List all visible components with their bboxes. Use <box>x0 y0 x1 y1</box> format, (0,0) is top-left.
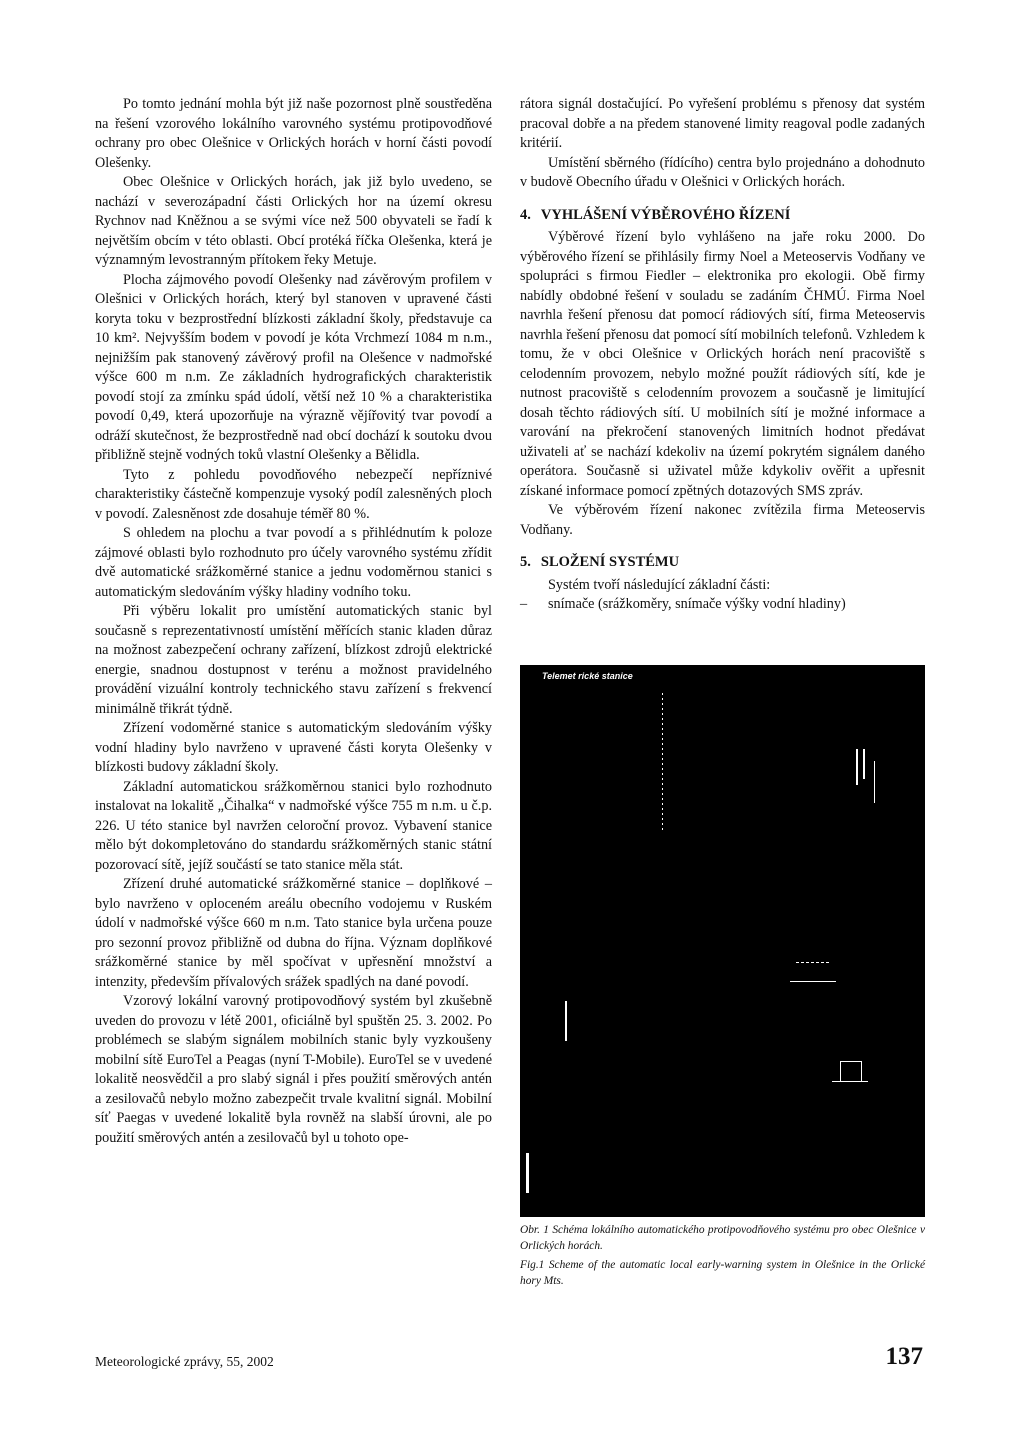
footer-journal: Meteorologické zprávy, 55, 2002 <box>95 1354 274 1369</box>
paragraph: Základní automatickou srážkoměrnou stanici bylo rozhodnuto instalovat na lokalitě „Čihalka“ v nadmořské výšce 755 m n.m. u č.p. 226. U této stanice byl navržen celoroční provoz. Vybavení stanice mělo být dokompletováno do standardu srážkoměrných stanic státní pozorovací sítě, jejíž součástí se tato stanice měla stát. <box>95 778 492 873</box>
figure-box <box>840 1061 862 1082</box>
paragraph: Systém tvoří následující základní části: <box>548 576 771 593</box>
figure-line <box>856 749 858 785</box>
paragraph: Umístění sběrného (řídícího) centra bylo projednáno a dohodnuto v budově Obecního úřadu v Olešnici v Orlických horách. <box>520 154 925 190</box>
paragraph: Po tomto jednání mohla být již naše pozornost plně soustředěna na řešení vzorového lokálního varovného systému protipovodňové ochrany pro obec Olešnice v Orlických horách v horní části povodí Olešenky. <box>95 96 492 171</box>
paragraph: Tyto z pohledu povodňového nebezpečí nepříznivé charakteristiky částečně kompenzuje vysoký podíl zalesněných ploch v povodí. Zalesněnost zde dosahuje téměř 80 %. <box>95 466 492 522</box>
paragraph: Obec Olešnice v Orlických horách, jak již bylo uvedeno, se nachází v severozápadní části Orlických hor na území okresu Rychnov nad Kněžnou a se svými více než 500 obyvateli se řadí k největším obcím v této oblasti. Obcí protéká říčka Olešenka, která je významným levostranným přítokem řeky Metuje. <box>95 174 492 268</box>
paragraph: Zřízení druhé automatické srážkoměrné stanice – doplňkové – bylo navrženo v oploceném areálu obecního vodojemu v Ruském údolí v nadmořské výšce 660 m n.m. Tato stanice byla určena pouze pro sezonní provoz přibližně od dubna do října. Význam doplňkové srážkoměrné stanice by měl spočívat v upřesnění množství a intenzity, především přívalových srážek spadlých na dané povodí. <box>95 876 492 990</box>
paragraph: S ohledem na plochu a tvar povodí a s přihlédnutím k poloze zájmové oblasti bylo rozhodnuto pro účely varovného systému zřídit dvě automatické srážkoměrné stanice a jednu vodoměrnou stanici s automatickým sledováním výšky hladiny vodního toku. <box>95 525 492 600</box>
figure-line <box>832 1081 868 1082</box>
caption-czech: Obr. 1 Schéma lokálního automatického protipovodňového systému pro obec Olešnice v Orlických horách. <box>520 1224 925 1252</box>
paragraph: Vzorový lokální varovný protipovodňový systém byl zkušebně uveden do provozu v létě 2001, oficiálně byl spuštěn 25. 3. 2002. Po problémech se slabým signálem mobilních stanic byly vyzkoušeny mobilní sítě EuroTel a Peagas (nyní T-Mobile). EuroTel se v uvedené lokalitě neosvědčil a pro slabý signál i přes použití směrových antén a zesilovačů nebylo možno zabezpečit trvale kvalitní signál. Mobilní síť Paegas v uvedené lokalitě byla rovněž na slabší úrovni, ale po použití směrových antén a zesilovačů byl u tohoto ope- <box>95 993 492 1146</box>
figure-line <box>565 1001 567 1041</box>
paragraph: rátora signál dostačující. Po vyřešení problému s přenosy dat systém pracoval dobře a na předem stanovené limity reagoval podle zadaných kritérií. <box>520 96 925 151</box>
figure-line <box>526 1153 529 1193</box>
paragraph: Plocha zájmového povodí Olešenky nad závěrovým profilem v Olešnici v Orlických horách, který byl stanoven v upravené části koryta toku v bezprostřední blízkosti základní školy, představuje ca 10 km². Nejvyšším bodem v povodí je kóta Vrchmezí 1084 m n.m., nejnižším pak stanovený závěrový profil na Olešence v nadmořské výšce 600 m n.m. Ze základních hydrografických charakteristik povodí stojí za zmínku spád údolí, větší než 10 % a charakteristika povodí 0,49, která upozorňuje na výrazně vějířovitý tvar povodí a odráží skutečnost, že bezprostředně nad obcí dochází k soutoku dvou přibližně stejně vodných toků vlastní Olešenky a Bělidla. <box>95 271 492 463</box>
list-item-text: snímače (srážkoměry, snímače výšky vodní hladiny) <box>548 596 846 612</box>
section-number: 5. <box>520 554 531 570</box>
list-item <box>520 595 925 615</box>
figure-scheme <box>520 665 925 1217</box>
section-heading-5 <box>520 553 925 573</box>
figure-line <box>874 761 875 803</box>
section-number: 4. <box>520 206 531 223</box>
figure-dotted-line <box>662 693 663 833</box>
figure-title: Telemet rické stanice <box>542 671 633 681</box>
section-heading-4 <box>520 206 925 226</box>
paragraph: Výběrové řízení bylo vyhlášeno na jaře roku 2000. Do výběrového řízení se přihlásily firmy Noel a Meteoservis Vodňany ve spolupráci s firmou Fiedler – elektronika pro ekologii. Obě firmy nabídly obdobné řešení v souladu se zadáním ČHMÚ. Firma Noel navrhla řešení přenosu dat pomocí rádiových sítí, firma Meteoservis navrhla řešení přenosu dat pomocí sítí mobilních telefonů. Vzhledem k tomu, že v obci Olešnice v Orlických horách není pracoviště s celodenním provozem, nebylo možné použít rádiových sítí, kde je nutnost pracoviště s celodenním provozem a současně je limitující dosah těchto rádiových sítí. U mobilních sítí je možné informace a varování na překročení stanovených limitních hodnot předávat uživateli ať se nachází kdekoliv na území pokrytém signálem daného operátora. Současně si uživatel může kdykoliv ověřit a upřesnit získané informace pomocí zpětných dotazových SMS zpráv. <box>520 229 925 499</box>
figure-line <box>863 749 865 779</box>
figure-dotted-line <box>796 962 830 963</box>
section-title: VYHLÁŠENÍ VÝBĚROVÉHO ŘÍZENÍ <box>540 206 791 223</box>
figure-line <box>790 981 836 982</box>
page-number: 137 <box>885 1343 923 1370</box>
figure-caption <box>520 1222 925 1292</box>
section-title: SLOŽENÍ SYSTÉMU <box>540 554 680 570</box>
paragraph: Zřízení vodoměrné stanice s automatickým sledováním výšky vodní hladiny bylo navrženo v upravené části koryta Olešenky v blízkosti budovy základní školy. <box>95 720 492 775</box>
paragraph: Při výběru lokalit pro umístění automatických stanic byl současně s reprezentativností umístění měřících stanic kladen důraz na možnost zabezpečení ochrany zařízení, blízkost zdrojů elektrické energie, snadnou dostupnost v terénu a možnost pravidelného provádění vizuální kontroly technického stavu zařízení s frekvencí minimálně třikrát týdně. <box>95 603 492 717</box>
caption-english: Fig.1 Scheme of the automatic local early-warning system in Olešnice in the Orlické hory Mts. <box>520 1259 925 1287</box>
dash-bullet: – <box>520 596 528 612</box>
right-column <box>520 95 925 615</box>
paragraph: Ve výběrovém řízení nakonec zvítězila firma Meteoservis Vodňany. <box>520 502 925 538</box>
left-column <box>95 95 492 1148</box>
